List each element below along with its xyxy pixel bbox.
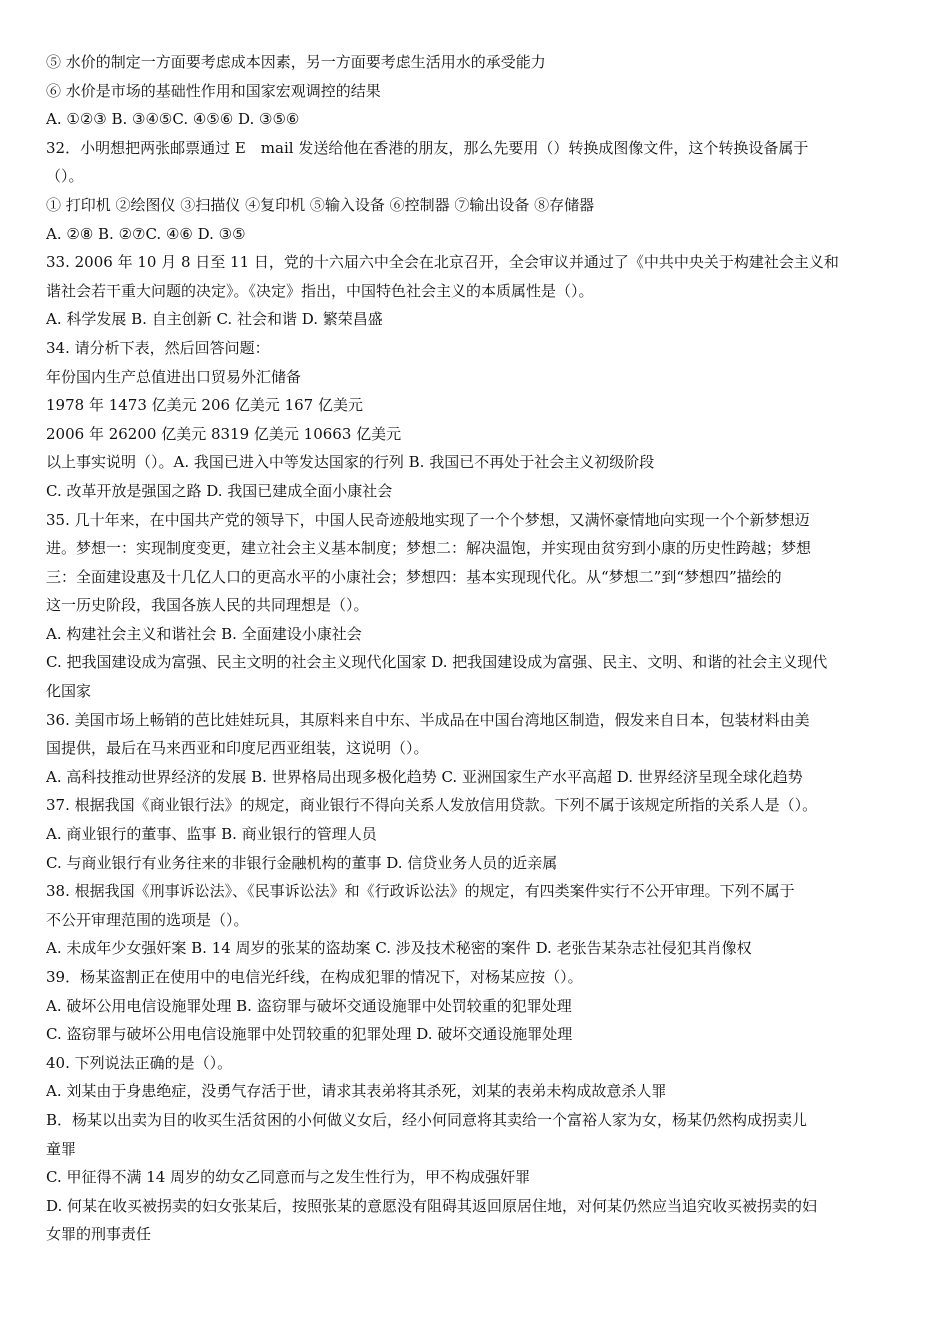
text-line: 不公开审理范围的选项是（）。	[46, 910, 249, 929]
text-line: 1978 年 1473 亿美元 206 亿美元 167 亿美元	[46, 396, 363, 415]
text-line: ⑤ 水价的制定一方面要考虑成本因素，另一方面要考虑生活用水的承受能力	[46, 53, 546, 71]
text-line: A. ②⑧ B. ②⑦C. ④⑥ D. ③⑤	[46, 224, 246, 243]
text-line: C. 改革开放是强国之路 D. 我国已建成全面小康社会	[46, 481, 393, 500]
text-line: 40. 下列说法正确的是（）。	[46, 1053, 233, 1072]
text-line: A. 商业银行的董事、监事 B. 商业银行的管理人员	[46, 825, 377, 844]
text-line: A. 科学发展 B. 自主创新 C. 社会和谐 D. 繁荣昌盛	[46, 310, 383, 329]
text-line: C. 甲征得不满 14 周岁的幼女乙同意而与之发生性行为，甲不构成强奸罪	[46, 1168, 531, 1187]
text-line: 37. 根据我国《商业银行法》的规定，商业银行不得向关系人发放信用贷款。下列不属于该规定所指的关系人是（）。	[46, 796, 818, 815]
text-line: （）。	[46, 167, 84, 186]
text-line: A. 刘某由于身患绝症，没勇气存活于世，请求其表弟将其杀死，刘某的表弟未构成故意杀人罪	[46, 1082, 667, 1101]
text-line: 以上事实说明（）。A. 我国已进入中等发达国家的行列 B. 我国已不再处于社会主义初级阶段	[46, 453, 655, 472]
document-page	[46, 48, 908, 1249]
text-line: 36. 美国市场上畅销的芭比娃娃玩具，其原料来自中东、半成品在中国台湾地区制造，假发来自日本，包装材料由美	[46, 710, 810, 729]
text-line: 化国家	[46, 682, 92, 701]
text-line: 女罪的刑事责任	[46, 1225, 152, 1244]
text-line: C. 把我国建设成为富强、民主文明的社会主义现代化国家 D. 把我国建设成为富强、民主、文明、和谐的社会主义现代	[46, 653, 828, 672]
text-line: B．杨某以出卖为目的收买生活贫困的小何做义女后，经小何同意将其卖给一个富裕人家为女，杨某仍然构成拐卖儿	[46, 1110, 808, 1129]
text-line: A. 构建社会主义和谐社会 B. 全面建设小康社会	[46, 624, 362, 643]
text-line: A. 破坏公用电信设施罪处理 B. 盗窃罪与破坏交通设施罪中处罚较重的犯罪处理	[46, 996, 572, 1015]
text-line: 谐社会若干重大问题的决定》。《决定》指出，中国特色社会主义的本质属性是（）。	[46, 281, 594, 300]
text-line: D. 何某在收买被拐卖的妇女张某后，按照张某的意愿没有阻碍其返回原居住地，对何某仍然应当追究收买被拐卖的妇	[46, 1196, 818, 1215]
text-line: C. 盗窃罪与破坏公用电信设施罪中处罚较重的犯罪处理 D. 破坏交通设施罪处理	[46, 1025, 573, 1044]
text-line: 这一历史阶段，我国各族人民的共同理想是（）。	[46, 596, 369, 615]
text-line: 32．小明想把两张邮票通过 E mail 发送给他在香港的朋友，那么先要用（）转换成图像文件，这个转换设备属于	[46, 138, 809, 157]
text-line: 35. 几十年来，在中国共产党的领导下，中国人民奇迹般地实现了一个个梦想，又满怀豪情地向实现一个个新梦想迈	[46, 510, 810, 529]
text-line: 39．杨某盗割正在使用中的电信光纤线，在构成犯罪的情况下，对杨某应按（）。	[46, 968, 583, 986]
text-line: 33. 2006 年 10 月 8 日至 11 日，党的十六届六中全会在北京召开，全会审议并通过了《中共中央关于构建社会主义和	[46, 253, 839, 272]
text-line: 童罪	[46, 1139, 77, 1158]
text-line: 进。梦想一：实现制度变更，建立社会主义基本制度；梦想二：解决温饱，并实现由贫穷到小康的历史性跨越；梦想	[46, 539, 812, 558]
text-line: 三：全面建设惠及十几亿人口的更高水平的小康社会；梦想四：基本实现现代化。从“梦想二”到“梦想四”描绘的	[46, 567, 782, 586]
text-line: C. 与商业银行有业务往来的非银行金融机构的董事 D. 信贷业务人员的近亲属	[46, 853, 558, 872]
text-line: 38. 根据我国《刑事诉讼法》、《民事诉讼法》和《行政诉讼法》的规定，有四类案件实行不公开审理。下列不属于	[46, 882, 795, 901]
text-line: ⑥ 水价是市场的基础性作用和国家宏观调控的结果	[46, 81, 381, 100]
text-line: A. ①②③ B. ③④⑤C. ④⑤⑥ D. ③⑤⑥	[46, 110, 300, 129]
text-line: 2006 年 26200 亿美元 8319 亿美元 10663 亿美元	[46, 424, 402, 443]
text-line: ① 打印机 ②绘图仪 ③扫描仪 ④复印机 ⑤输入设备 ⑥控制器 ⑦输出设备 ⑧存储器	[46, 195, 595, 214]
text-line: A. 高科技推动世界经济的发展 B. 世界格局出现多极化趋势 C. 亚洲国家生产水平高超 D. 世界经济呈现全球化趋势	[46, 767, 803, 786]
text-line: A. 未成年少女强奸案 B. 14 周岁的张某的盗劫案 C. 涉及技术秘密的案件 D. 老张告某杂志社侵犯其肖像权	[46, 939, 752, 958]
text-line: 国提供，最后在马来西亚和印度尼西亚组装，这说明（）。	[46, 739, 429, 758]
text-line: 34. 请分析下表，然后回答问题：	[46, 338, 270, 357]
text-line: 年份国内生产总值进出口贸易外汇储备	[46, 367, 302, 386]
